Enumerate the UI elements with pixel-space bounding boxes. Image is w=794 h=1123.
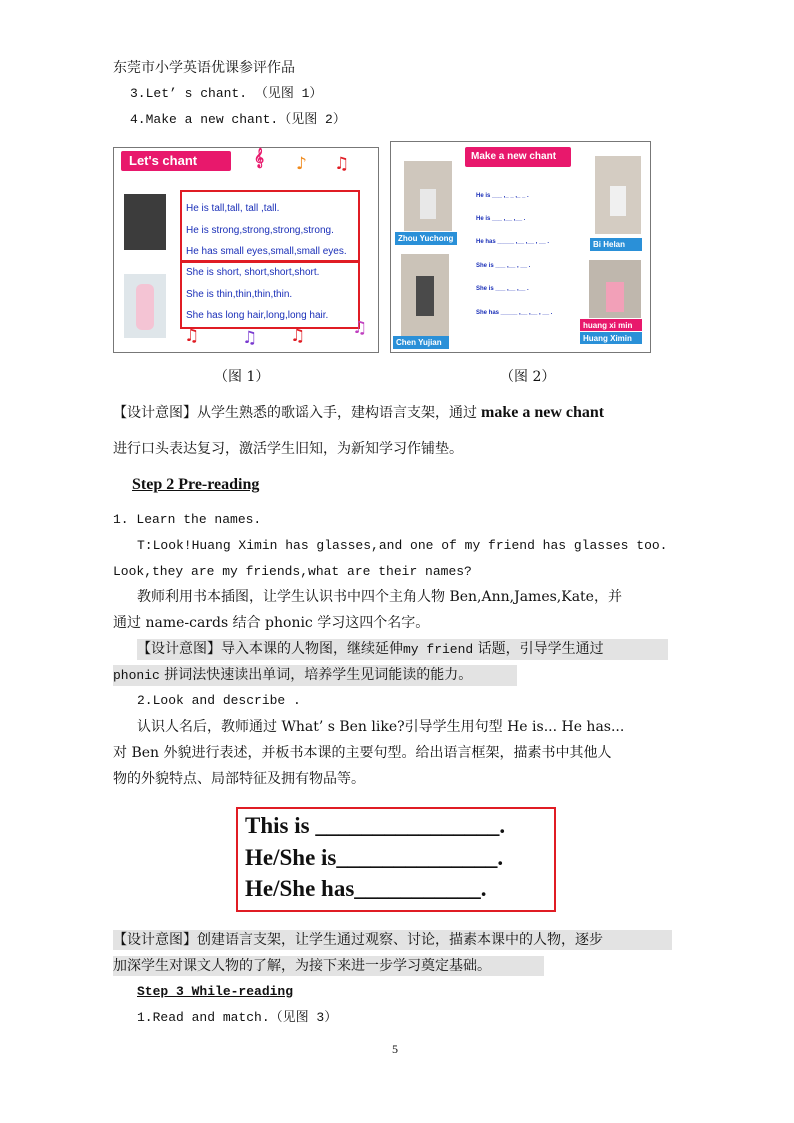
she-chant-line-1: She is short, short,short,short.	[186, 267, 320, 278]
student-photo	[401, 254, 449, 336]
step-2-item-1: 1. Learn the names.	[113, 512, 262, 527]
name-label: Bi Helan	[590, 238, 642, 251]
boy-photo	[124, 194, 166, 250]
page-number: 5	[392, 1042, 398, 1056]
document-header: 东莞市小学英语优课参评作品	[113, 60, 295, 76]
figure-1-lets-chant	[113, 147, 379, 353]
design-intent-2-line-1	[137, 639, 668, 660]
intro-line-chant: 3.Let’ s chant. （见图 1）	[130, 86, 323, 101]
blank-line-2: He is ___ ,__ ,__ .	[476, 216, 526, 222]
figure-2-caption: （图 2）	[500, 369, 556, 385]
design-intent-1-line-2: 进行口头表达复习，激活学生旧知，为新知学习作铺垫。	[113, 441, 463, 457]
student-photo	[589, 260, 641, 318]
step-3-heading: Step 3 While-reading	[137, 984, 294, 999]
blank-line-4: She is ___ ,__ , __ .	[476, 263, 531, 269]
step-2-item-2: 2.Look and describe .	[137, 693, 301, 708]
music-notes-icon: ♫	[290, 326, 306, 346]
name-label: Huang Ximin	[580, 332, 642, 344]
dialog-line-2: Look,they are my friends,what are their names?	[113, 564, 472, 579]
step-2-heading: Step 2 Pre-reading	[132, 476, 260, 493]
describe-line-3: 物的外貌特点、局部特征及拥有物品等。	[113, 771, 365, 787]
figure-2-make-new-chant	[390, 141, 651, 353]
describe-line-1: 认识人名后，教师通过 What’ s Ben like?引导学生用句型 He is... He has...	[137, 719, 625, 735]
design-intent-3-line-1: 【设计意图】创建语言支架，让学生通过观察、讨论，描素本课中的人物，逐步	[113, 930, 672, 950]
blank-line-3: He has _____ ,__ ,__ , __ .	[476, 239, 550, 245]
music-notes-icon: ♫	[242, 328, 258, 348]
she-chant-box	[180, 261, 360, 329]
sentence-frame-3: He/She has___________.	[245, 876, 487, 901]
blank-line-6: She has _____ ,__ ,__ , __ .	[476, 310, 553, 316]
music-note-icon: ♪	[296, 154, 307, 174]
intro-line-new-chant: 4.Make a new chant.（见图 2）	[130, 112, 346, 127]
sentence-frame-box	[236, 807, 556, 912]
step-2-text-1: 教师利用书本插图，让学生认识书中四个主角人物 Ben,Ann,James,Kate，并	[137, 589, 622, 605]
sentence-frame-1: This is ________________.	[245, 813, 506, 838]
figure-2-title: Make a new chant	[465, 147, 571, 167]
blank-line-5: She is ___ ,__ ,__ .	[476, 286, 529, 292]
design-intent-2-text: 【设计意图】导入本课的人物图，继续延伸	[137, 641, 403, 657]
she-chant-line-3: She has long hair,long,long hair.	[186, 310, 329, 321]
he-chant-line-3: He has small eyes,small,small eyes.	[186, 246, 347, 257]
design-intent-1-line-1	[113, 403, 604, 423]
design-intent-2-english: my friend	[403, 642, 474, 657]
he-chant-box	[180, 190, 360, 262]
step-2-text-2: 通过 name-cards 结合 phonic 学习这四个名字。	[113, 615, 430, 631]
figure-1-caption: （图 1）	[214, 369, 270, 385]
dialog-line-1: T:Look!Huang Ximin has glasses,and one of my friend has glasses too.	[137, 538, 668, 553]
student-photo	[595, 156, 641, 234]
he-chant-line-2: He is strong,strong,strong,strong.	[186, 225, 334, 236]
treble-clef-icon: 𝄞	[254, 148, 265, 168]
describe-line-2: 对 Ben 外貌进行表述，并板书本课的主要句型。给出语言框架，描素书中其他人	[113, 745, 612, 761]
music-notes-icon: ♫	[352, 318, 368, 338]
design-intent-2-line-2	[113, 665, 517, 686]
sentence-frame-2: He/She is______________.	[245, 845, 504, 870]
design-intent-3-line-2: 加深学生对课文人物的了解，为接下来进一步学习奠定基础。	[113, 956, 544, 976]
design-intent-1-english: make a new chant	[481, 404, 605, 421]
name-label: Zhou Yuchong	[395, 232, 457, 245]
design-intent-1-text: 【设计意图】从学生熟悉的歌谣入手，建构语言支架，通过	[113, 405, 477, 421]
design-intent-2-english: phonic	[113, 668, 160, 683]
design-intent-2-text: 话题，引导学生通过	[473, 641, 604, 657]
name-label: huang xi min	[580, 319, 642, 331]
blank-line-1: He is ___ ,_ _ ,_ _ .	[476, 193, 529, 199]
girl-photo	[124, 274, 166, 338]
music-notes-icon: ♫	[334, 154, 350, 174]
figure-1-title: Let's chant	[121, 151, 231, 171]
name-label: Chen Yujian	[393, 336, 449, 349]
he-chant-line-1: He is tall,tall, tall ,tall.	[186, 203, 280, 214]
music-notes-icon: ♫	[184, 326, 200, 346]
she-chant-line-2: She is thin,thin,thin,thin.	[186, 289, 293, 300]
student-photo	[404, 161, 452, 231]
step-3-item-1: 1.Read and match.（见图 3）	[137, 1010, 338, 1025]
design-intent-2-text: 拼词法快速读出单词，培养学生见词能读的能力。	[159, 667, 473, 683]
